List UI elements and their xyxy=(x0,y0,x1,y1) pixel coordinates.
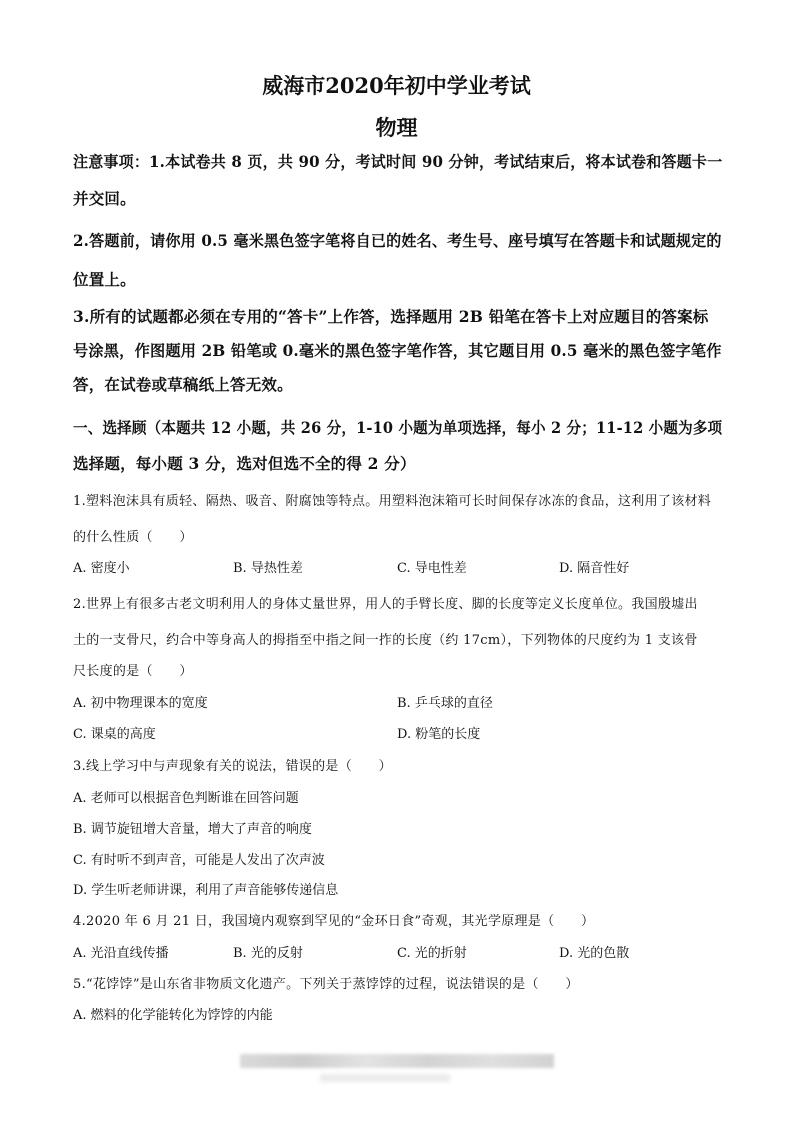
q2-stem-line-1: 2.世界上有很多古老文明利用人的身体丈量世界，用人的手臂长度、脚的长度等定义长度单位。我国殷墟出 xyxy=(73,597,698,612)
exam-title: 威海市2020年初中学业考试 xyxy=(262,73,531,98)
q1-option-d: D. 隔音性好 xyxy=(559,561,630,576)
notice-line-1: 注意事项：1.本试卷共 8 页，共 90 分，考试时间 90 分钟，考试结束后，将本试卷和答题卡一 xyxy=(73,152,723,171)
notice-line-2: 并交回。 xyxy=(73,189,136,208)
q3-option-a: A. 老师可以根据音色判断谁在回答问题 xyxy=(73,791,299,806)
q4-stem-line-1: 4.2020 年 6 月 21 日，我国境内观察到罕见的“金环日食”奇观，其光学原理是（ ） xyxy=(73,914,595,929)
q4-option-c: C. 光的折射 xyxy=(397,946,467,961)
q3-option-c: C. 有时听不到声音，可能是人发出了次声波 xyxy=(73,853,325,868)
notice-line-7: 答，在试卷或草稿纸上答无效。 xyxy=(73,375,293,394)
notice-line-5: 3.所有的试题都必须在专用的“答卡”上作答，选择题用 2B 铅笔在答卡上对应题目的答案标 xyxy=(73,307,709,326)
q1-stem-line-2: 的什么性质（ ） xyxy=(73,530,193,545)
q1-stem-line-1: 1.塑料泡沫具有质轻、隔热、吸音、附腐蚀等特点。用塑料泡沫箱可长时间保存冰冻的食品，这利用了该材料 xyxy=(73,494,712,509)
q2-stem-line-3: 尺长度的是（ ） xyxy=(73,664,193,679)
q3-option-d: D. 学生听老师讲课，利用了声音能够传递信息 xyxy=(73,883,339,898)
q3-option-b: B. 调节旋钮增大音量，增大了声音的响度 xyxy=(73,822,312,837)
q2-option-d: D. 粉笔的长度 xyxy=(397,727,481,742)
notice-line-3: 2.答题前，请你用 0.5 毫米黑色签字笔将自已的姓名、考生号、座号填写在答题卡和试题规定的 xyxy=(73,231,722,250)
q3-stem-line-1: 3.线上学习中与声现象有关的说法，错误的是（ ） xyxy=(73,759,392,774)
blurred-footer-watermark xyxy=(240,1054,554,1068)
q2-option-a: A. 初中物理课本的宽度 xyxy=(73,696,208,711)
q2-option-b: B. 乒乓球的直径 xyxy=(397,696,493,711)
subject-title: 物理 xyxy=(375,115,418,140)
q1-option-a: A. 密度小 xyxy=(73,561,130,576)
q5-option-a: A. 燃料的化学能转化为饽饽的内能 xyxy=(73,1008,273,1023)
blurred-footer-watermark-small xyxy=(320,1074,450,1082)
q1-option-b: B. 导热性差 xyxy=(233,561,303,576)
q2-option-c: C. 课桌的高度 xyxy=(73,727,156,742)
notice-line-4: 位置上。 xyxy=(73,270,136,289)
q4-option-b: B. 光的反射 xyxy=(233,946,303,961)
q5-stem-line-1: 5.“花饽饽”是山东省非物质文化遗产。下列关于蒸饽饽的过程，说法错误的是（ ） xyxy=(73,977,579,992)
q2-stem-line-2: 土的一支骨尺，约合中等身高人的拇指至中指之间一拃的长度（约 17cm），下列物体的尺度约为 1 支该骨 xyxy=(73,633,698,648)
section-heading-line-1: 一、选择顾（本题共 12 小题，共 26 分，1-10 小题为单项选择，每小 2 分；11-12 小题为多项 xyxy=(73,418,723,437)
q4-option-d: D. 光的色散 xyxy=(559,946,630,961)
q4-option-a: A. 光沿直线传播 xyxy=(73,946,169,961)
notice-line-6: 号涂黑，作图题用 2B 铅笔或 0.毫米的黑色签字笔作答，其它题目用 0.5 毫米的黑色签字笔作 xyxy=(73,341,722,360)
q1-option-c: C. 导电性差 xyxy=(397,561,467,576)
section-heading-line-2: 选择题，每小题 3 分，选对但选不全的得 2 分） xyxy=(73,454,416,473)
